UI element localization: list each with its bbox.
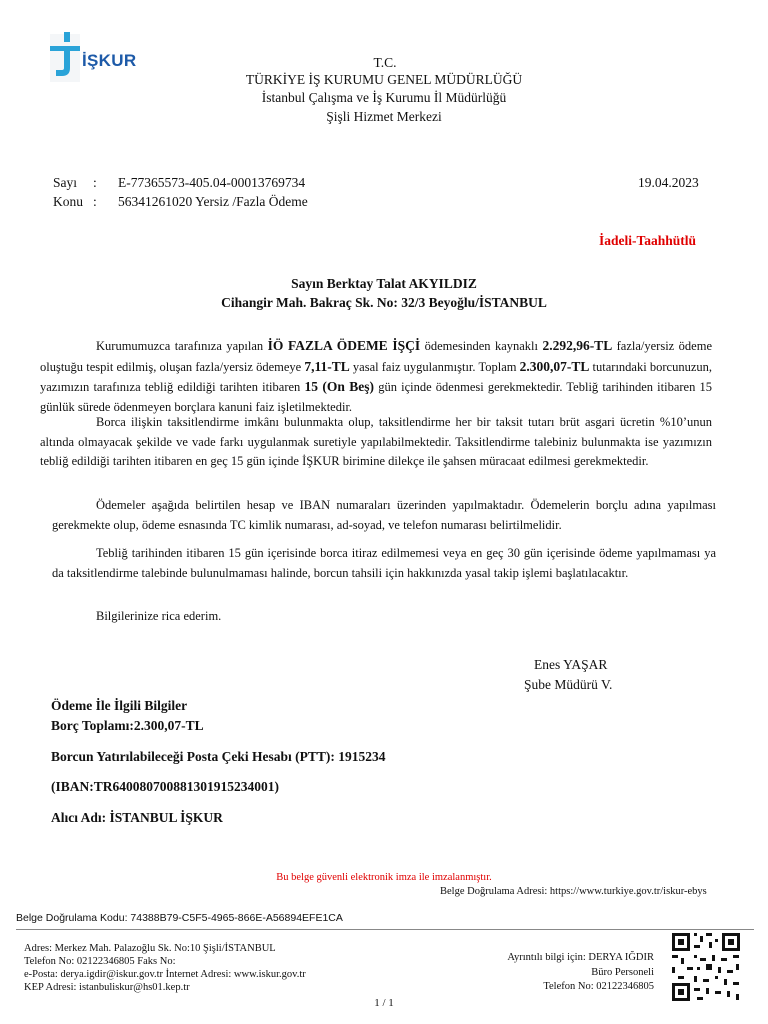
paragraph-4: Tebliğ tarihinden itibaren 15 gün içerisinde borca itiraz edilmemesi veya en geç 30 gün içerisinde ödeme yapılmaması ya da taksitlendirme talebinde bulunulmaması halinde, borcun tahsili için hakkınızda yasal takip işlemi başlatılacaktır. (52, 546, 716, 580)
header-institution: TÜRKİYE İŞ KURUMU GENEL MÜDÜRLÜĞÜ (245, 72, 523, 87)
payment-iban: (IBAN:TR640080700881301915234001) (51, 779, 279, 794)
qr-code-icon (670, 931, 742, 1003)
signer-name: Enes YAŞAR (534, 657, 608, 672)
footer-phone: Telefon No: 02122346805 Faks No: (24, 956, 176, 967)
recipient-address: Cihangir Mah. Bakraç Sk. No: 32/3 Beyoğlu/İSTANBUL (221, 295, 547, 310)
konu-label: Konu (53, 194, 83, 209)
payment-total: Borç Toplamı:2.300,07-TL (51, 718, 204, 733)
konu-colon: : (93, 194, 97, 209)
sayi-label: Sayı (53, 175, 78, 190)
logo-text: İŞKUR (82, 51, 137, 70)
contact-phone: Telefon No: 02122346805 (543, 981, 654, 992)
payment-type: İÖ FAZLA ÖDEME İŞÇİ (267, 338, 421, 353)
header-office: Şişli Hizmet Merkezi (326, 109, 442, 124)
sayi-value: E-77365573-405.04-00013769734 (118, 175, 306, 190)
payment-info-heading: Ödeme İle İlgili Bilgiler (51, 698, 188, 713)
payment-account: Borcun Yatırılabileceği Posta Çeki Hesabı (PTT): 1915234 (51, 749, 386, 764)
delivery-type: İadeli-Taahhütlü (599, 233, 697, 248)
footer-kep: KEP Adresi: istanbuliskur@hs01.kep.tr (24, 982, 190, 993)
total-amount: 2.300,07-TL (519, 358, 590, 374)
interest-amount: 7,11-TL (304, 358, 350, 374)
verification-url[interactable]: Belge Doğrulama Adresi: https://www.turkiye.gov.tr/iskur-ebys (440, 886, 707, 897)
footer-address: Adres: Merkez Mah. Palazoğlu Sk. No:10 Şişli/İSTANBUL (24, 943, 276, 954)
payment-days: 15 (On Beş) (304, 379, 375, 394)
sayi-colon: : (93, 175, 97, 190)
footer-email: e-Posta: derya.igdir@iskur.gov.tr İnternet Adresi: www.iskur.gov.tr (24, 969, 306, 980)
konu-value: 56341261020 Yersiz /Fazla Ödeme (118, 194, 308, 209)
header-tc: T.C. (373, 55, 397, 70)
e-signature-note: Bu belge güvenli elektronik imza ile imzalanmıştır. (276, 872, 492, 883)
paragraph-2: Borca ilişkin taksitlendirme imkânı bulunmakta olup, taksitlendirme her bir taksit tutarı brüt asgari ücretin %10’unun altında olmayacak şekilde ve vade farkı uygulanmak suretiyle yapılabilmektedir. Taksitlendirme talebiniz bulunmakta ise yazımızın tebliğ edildiği tarihten itibaren en geç 15 gün içinde İŞKUR birimine dilekçe ile şahsen müracaat edilmesi gerekmektedir. (40, 415, 712, 468)
footer-divider (16, 929, 754, 930)
signer-title: Şube Müdürü V. (524, 677, 613, 692)
contact-person: Ayrıntılı bilgi için: DERYA IĞDIR (507, 952, 654, 963)
paragraph-5: Bilgilerinize rica ederim. (96, 609, 222, 623)
principal-amount: 2.292,96-TL (542, 338, 613, 353)
recipient-name: Sayın Berktay Talat AKYILDIZ (291, 276, 477, 291)
verification-code: Belge Doğrulama Kodu: 74388B79-C5F5-4965-866E-A56894EFE1CA (16, 912, 343, 924)
contact-role: Büro Personeli (591, 967, 654, 978)
payment-recipient: Alıcı Adı: İSTANBUL İŞKUR (51, 810, 223, 825)
header-directorate: İstanbul Çalışma ve İş Kurumu İl Müdürlüğü (261, 90, 507, 105)
paragraph-3: Ödemeler aşağıda belirtilen hesap ve IBAN numaraları üzerinden yapılmaktadır. Ödemelerin borçlu adına yapılması gerekmekte olup, ödeme esnasında TC kimlik numarası, ad-soyad, ve telefon numarası belirtilmelidir. (52, 498, 716, 532)
page-number: 1 / 1 (374, 997, 394, 1009)
document-date: 19.04.2023 (638, 175, 699, 190)
paragraph-1: Kurumumuzca tarafınıza yapılan İÖ FAZLA ÖDEME İŞÇİ ödemesinden kaynaklı 2.292,96-TL fazla/yersiz ödeme oluştuğu tespit edilmiş, oluşan fazla/yersiz ödemeye 7,11-TL yasal faiz uygulanmıştır. Toplam 2.300,07-TL tutarındaki borcunuzun, yazımızın tarafınıza tebliğ edildiği tarihten itibaren 15 (On Beş) gün içinde ödenmesi gerekmektedir. Tebliğ tarihinden itibaren 15 günlük sürede ödenmeyen borçlara kanuni faiz işletilmektedir. (40, 338, 713, 414)
